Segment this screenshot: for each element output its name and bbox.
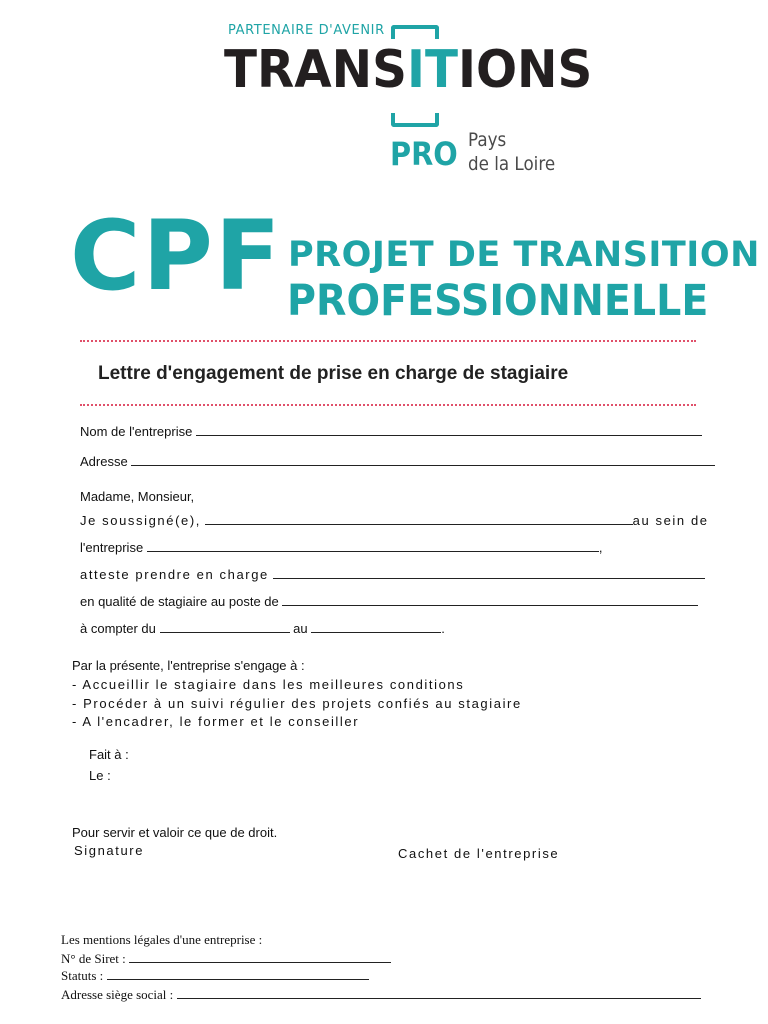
signature-label: Signature [74, 843, 145, 858]
from-label: à compter du [80, 621, 156, 636]
logo-brand-highlight: IT [406, 40, 458, 100]
address-field [80, 453, 715, 469]
greeting: Madame, Monsieur, [80, 489, 195, 504]
company-name-field [80, 423, 702, 439]
attest-line[interactable] [273, 566, 705, 579]
to-label: au [293, 621, 308, 636]
letter-subtitle: Lettre d'engagement de prise en charge de stagiaire [98, 363, 569, 384]
logo-brand-after: IONS [457, 40, 593, 100]
commitment-item: - Procéder à un suivi régulier des projets confiés au stagiaire [72, 696, 522, 711]
date-label: Le : [89, 768, 111, 783]
to-date-line[interactable] [311, 620, 441, 633]
undersigned-label: Je soussigné(e), [80, 513, 201, 528]
undersigned-line[interactable] [205, 512, 633, 525]
address-label: Adresse [80, 454, 128, 469]
hq-field [61, 986, 701, 1003]
position-label: en qualité de stagiaire au poste de [80, 594, 279, 609]
hq-label: Adresse siège social : [61, 987, 174, 1002]
closing-text: Pour servir et valoir ce que de droit. [72, 825, 278, 840]
cpf-title: CPF [70, 200, 283, 312]
logo-brand-before: TRANS [224, 40, 407, 100]
status-field [61, 967, 369, 984]
hq-line[interactable] [177, 986, 701, 999]
commitment-intro: Par la présente, l'entreprise s'engage à : [72, 658, 305, 673]
attest-label: atteste prendre en charge [80, 567, 269, 582]
company2-label: l'entreprise [80, 540, 144, 555]
company-name-label: Nom de l'entreprise [80, 424, 193, 439]
heading-line2: PROFESSIONNELLE [287, 276, 709, 326]
logo-tagline: PARTENAIRE D'AVENIR [228, 23, 385, 38]
undersigned-field [80, 512, 709, 528]
logo-region-line1: Pays [468, 129, 507, 151]
within-label: au sein de [632, 513, 709, 528]
stamp-label: Cachet de l'entreprise [398, 846, 560, 861]
dates-period: . [441, 621, 445, 636]
position-field [80, 593, 698, 609]
company2-field [80, 539, 602, 555]
address-line[interactable] [131, 453, 715, 466]
legal-intro: Les mentions légales d'une entreprise : [61, 932, 263, 947]
logo-pro: PRO [390, 135, 458, 173]
attest-field [80, 566, 705, 582]
commitment-item: - A l'encadrer, le former et le conseiller [72, 714, 360, 729]
from-date-line[interactable] [160, 620, 290, 633]
status-line[interactable] [107, 967, 369, 980]
dates-field [80, 620, 445, 636]
place-label: Fait à : [89, 747, 129, 762]
company2-comma: , [598, 540, 603, 555]
siret-field [61, 950, 391, 967]
logo-brand [224, 40, 593, 100]
logo-bracket-bottom [391, 113, 439, 127]
heading-line1: PROJET DE TRANSITION [288, 235, 760, 275]
status-label: Statuts : [61, 968, 104, 983]
commitment-item: - Accueillir le stagiaire dans les meilleures conditions [72, 677, 465, 692]
position-line[interactable] [282, 593, 698, 606]
company2-line[interactable] [147, 539, 599, 552]
siret-label: N° de Siret : [61, 951, 126, 966]
logo-region [468, 128, 555, 176]
divider-top [80, 340, 696, 342]
divider-bottom [80, 404, 696, 406]
company-name-line[interactable] [196, 423, 702, 436]
logo-bracket-top [391, 25, 439, 39]
siret-line[interactable] [129, 950, 391, 963]
logo-region-line2: de la Loire [468, 153, 556, 175]
